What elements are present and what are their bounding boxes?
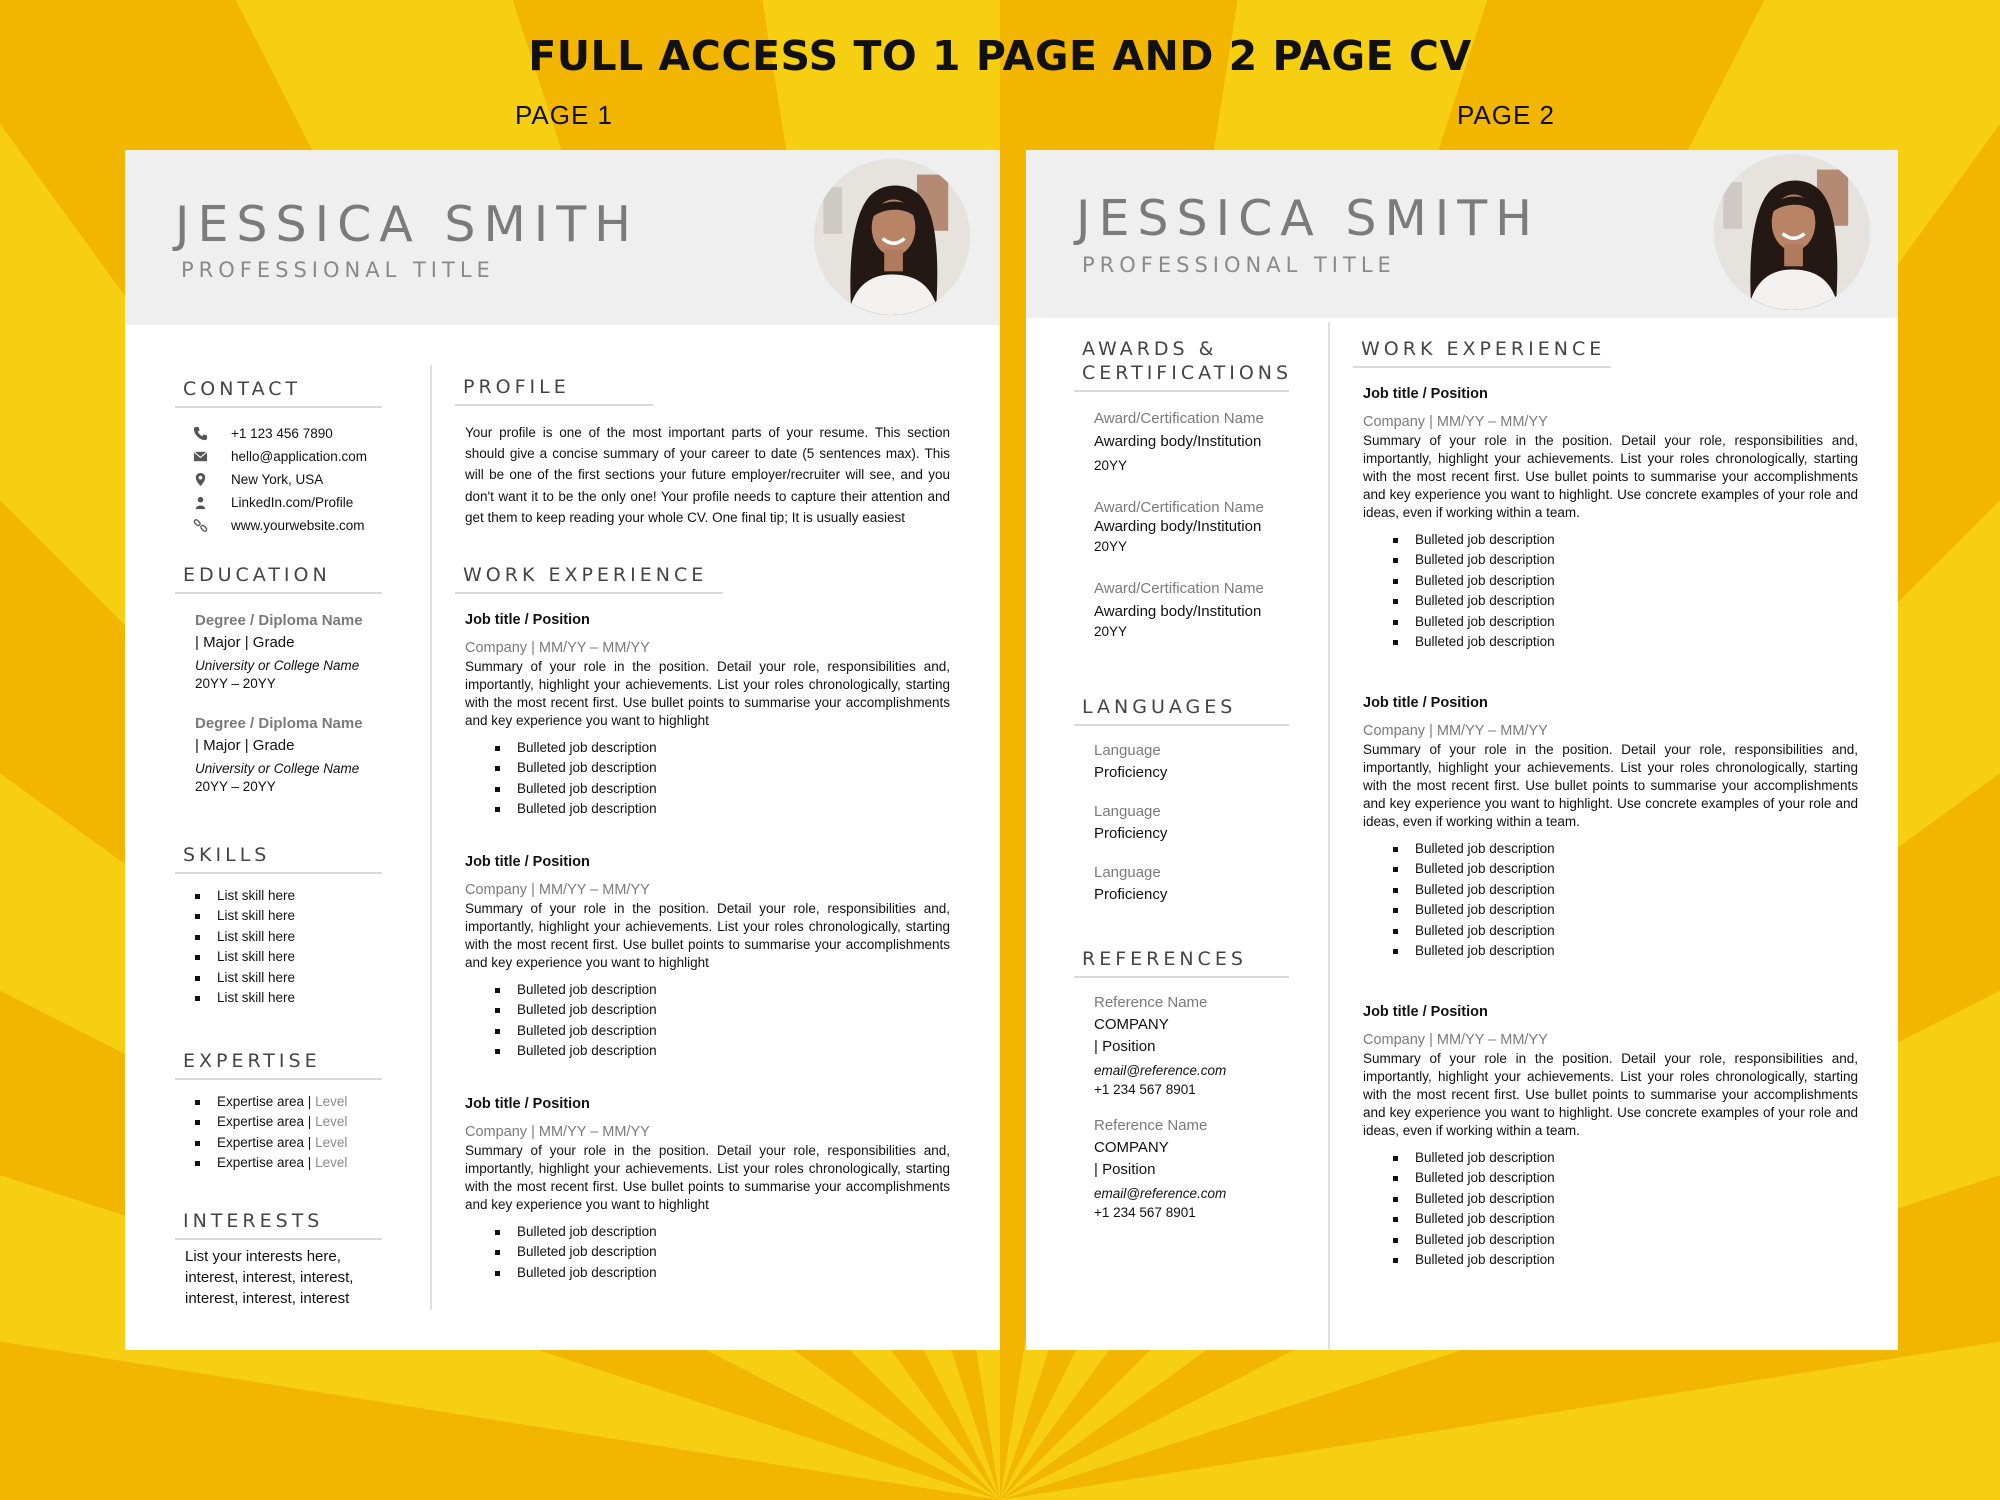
language-entry (1094, 864, 1289, 903)
job-bullet: Bulleted job description (491, 799, 950, 820)
languages-heading: LANGUAGES (1074, 696, 1289, 726)
profile-section (455, 376, 950, 536)
job-bullets (465, 980, 950, 1062)
job-bullet: Bulleted job description (1389, 1168, 1858, 1189)
expertise-item: Expertise area | Level (191, 1112, 382, 1133)
profile-text: Your profile is one of the most important parts of your resume. This section should give a concise summary of your career to date (5 sentences max). This will be one of the first sections your future employer/recruiter will see, and you don't want it to be the only one! Your profile needs to capture their attention and get them to keep reading your whole CV. One final tip; It is usually easiest (465, 424, 950, 525)
contact-text: +1 123 456 7890 (231, 425, 333, 441)
job-bullet: Bulleted job description (1389, 550, 1858, 571)
education-years: 20YY – 20YY (195, 675, 276, 691)
education-entry (195, 715, 382, 794)
award-year: 20YY (1094, 457, 1128, 473)
contact-section (175, 378, 382, 537)
major-grade: | Major | Grade (195, 633, 295, 651)
job-bullets (1363, 530, 1858, 653)
awarding-body: Awarding body/Institution (1094, 517, 1262, 535)
reference-position: | Position (1094, 1037, 1156, 1055)
column-divider (430, 365, 432, 1310)
resume-name: JESSICA SMITH (175, 196, 639, 253)
language-entry (1094, 742, 1289, 781)
job-summary: Summary of your role in the position. Detail your role, responsibilities and, importantly, highlight your achievements. List your roles chronologically, starting with the most recent first. Use bullet points to summarise your accomplishments and key experience you want to highlight. Use concrete examples of your role and ideas, even if working within a team. (1363, 741, 1858, 829)
job-bullet: Bulleted job description (491, 779, 950, 800)
education-years: 20YY – 20YY (195, 778, 276, 794)
language-name: Language (1094, 802, 1161, 820)
profile-heading: PROFILE (455, 376, 653, 406)
resume-page-2 (1026, 150, 1898, 1350)
language-proficiency: Proficiency (1094, 763, 1168, 781)
languages-section (1074, 696, 1289, 903)
reference-phone: +1 234 567 8901 (1094, 1204, 1196, 1220)
page2-label: PAGE 2 (1457, 100, 1556, 130)
job-entry (1363, 386, 1858, 653)
job-bullet: Bulleted job description (491, 1263, 950, 1284)
profile-photo (1714, 154, 1870, 310)
job-title: Job title / Position (465, 611, 590, 628)
awards-heading: AWARDS & CERTIFICATIONS (1074, 338, 1289, 392)
work-experience-heading: WORK EXPERIENCE (455, 564, 723, 594)
job-meta: Company | MM/YY – MM/YY (1363, 1031, 1548, 1048)
expertise-item: Expertise area | Level (191, 1092, 382, 1113)
job-bullet: Bulleted job description (1389, 571, 1858, 592)
job-meta: Company | MM/YY – MM/YY (465, 639, 650, 656)
job-title: Job title / Position (1363, 385, 1488, 402)
job-bullet: Bulleted job description (491, 980, 950, 1001)
job-entry (465, 612, 950, 820)
work-experience-heading: WORK EXPERIENCE (1353, 338, 1611, 368)
job-summary: Summary of your role in the position. Detail your role, responsibilities and, importantly, highlight your achievements. List your roles chronologically, starting with the most recent first. Use bullet points to summarise your accomplishments and key experience you want to highlight (465, 900, 950, 970)
language-name: Language (1094, 863, 1161, 881)
skills-heading: SKILLS (175, 844, 382, 874)
award-year: 20YY (1094, 623, 1128, 639)
major-grade: | Major | Grade (195, 736, 295, 754)
job-bullet: Bulleted job description (1389, 612, 1858, 633)
profile-photo (814, 159, 970, 315)
job-meta: Company | MM/YY – MM/YY (465, 1123, 650, 1140)
work-experience-section (455, 564, 950, 1317)
contact-text: hello@application.com (231, 448, 368, 464)
expertise-section (175, 1050, 382, 1174)
job-bullet: Bulleted job description (1389, 921, 1858, 942)
contact-heading: CONTACT (175, 378, 382, 408)
reference-position: | Position (1094, 1160, 1156, 1178)
job-bullet: Bulleted job description (1389, 1209, 1858, 1230)
page1-label: PAGE 1 (515, 100, 614, 130)
person-icon (189, 494, 211, 510)
envelope-icon (189, 448, 211, 464)
job-bullet: Bulleted job description (1389, 839, 1858, 860)
job-title: Job title / Position (1363, 694, 1488, 711)
job-bullet: Bulleted job description (1389, 591, 1858, 612)
expertise-heading: EXPERTISE (175, 1050, 382, 1080)
job-bullet: Bulleted job description (491, 738, 950, 759)
contact-website (175, 514, 382, 537)
degree-name: Degree / Diploma Name (195, 714, 363, 732)
job-bullet: Bulleted job description (1389, 1250, 1858, 1271)
job-bullet: Bulleted job description (491, 1000, 950, 1021)
skill-item: List skill here (191, 906, 382, 927)
job-bullet: Bulleted job description (1389, 941, 1858, 962)
reference-entry (1094, 994, 1289, 1097)
award-name: Award/Certification Name (1094, 579, 1264, 597)
contact-text: New York, USA (231, 471, 324, 487)
banner-headline: FULL ACCESS TO 1 PAGE AND 2 PAGE CV (528, 32, 1472, 80)
job-bullet: Bulleted job description (1389, 859, 1858, 880)
award-entry (1094, 580, 1289, 639)
school-name: University or College Name (195, 760, 360, 776)
language-proficiency: Proficiency (1094, 885, 1168, 903)
awards-section (1074, 338, 1293, 639)
expertise-item: Expertise area | Level (191, 1153, 382, 1174)
job-meta: Company | MM/YY – MM/YY (1363, 413, 1548, 430)
job-bullet: Bulleted job description (1389, 1230, 1858, 1251)
award-entry (1094, 410, 1289, 473)
portrait-image (814, 159, 970, 315)
job-meta: Company | MM/YY – MM/YY (465, 881, 650, 898)
phone-icon (189, 425, 211, 441)
job-bullet: Bulleted job description (1389, 880, 1858, 901)
location-pin-icon (189, 471, 211, 487)
award-name: Award/Certification Name (1094, 409, 1264, 427)
job-summary: Summary of your role in the position. Detail your role, responsibilities and, importantly, highlight your achievements. List your roles chronologically, starting with the most recent first. Use bullet points to summarise your accomplishments and key experience you want to highlight. Use concrete examples of your role and ideas, even if working within a team. (1363, 1050, 1858, 1138)
job-bullets (465, 738, 950, 820)
degree-name: Degree / Diploma Name (195, 611, 363, 629)
education-entry (195, 612, 382, 691)
interests-heading: INTERESTS (175, 1210, 382, 1240)
resume-name: JESSICA SMITH (1076, 190, 1540, 247)
job-meta: Company | MM/YY – MM/YY (1363, 722, 1548, 739)
job-bullet: Bulleted job description (1389, 530, 1858, 551)
awarding-body: Awarding body/Institution (1094, 602, 1262, 620)
reference-name: Reference Name (1094, 993, 1208, 1011)
contact-linkedin (175, 491, 382, 514)
contact-text: LinkedIn.com/Profile (231, 494, 354, 510)
language-proficiency: Proficiency (1094, 824, 1168, 842)
professional-title: PROFESSIONAL TITLE (1082, 253, 1396, 277)
professional-title: PROFESSIONAL TITLE (181, 258, 495, 282)
reference-email: email@reference.com (1094, 1185, 1227, 1201)
contact-text: www.yourwebsite.com (231, 517, 365, 533)
job-bullet: Bulleted job description (491, 1021, 950, 1042)
job-bullet: Bulleted job description (1389, 1189, 1858, 1210)
resume-header (125, 150, 1000, 325)
reference-name: Reference Name (1094, 1116, 1208, 1134)
reference-phone: +1 234 567 8901 (1094, 1081, 1196, 1097)
job-summary: Summary of your role in the position. Detail your role, responsibilities and, importantly, highlight your achievements. List your roles chronologically, starting with the most recent first. Use bullet points to summarise your accomplishments and key experience you want to highlight (465, 658, 950, 728)
resume-header (1026, 150, 1898, 318)
job-title: Job title / Position (465, 1095, 590, 1112)
interests-text: List your interests here, interest, interest, interest, interest, interest, interest (185, 1247, 354, 1307)
skill-item: List skill here (191, 886, 382, 907)
expertise-list (175, 1092, 382, 1174)
job-bullet: Bulleted job description (491, 1041, 950, 1062)
award-name: Award/Certification Name (1094, 498, 1264, 516)
job-bullets (1363, 839, 1858, 962)
job-entry (465, 854, 950, 1062)
contact-location (175, 468, 382, 491)
job-summary: Summary of your role in the position. Detail your role, responsibilities and, importantly, highlight your achievements. List your roles chronologically, starting with the most recent first. Use bullet points to summarise your accomplishments and key experience you want to highlight. Use concrete examples of your role and ideas, even if working within a team. (1363, 432, 1858, 520)
education-section (175, 564, 382, 794)
awarding-body: Awarding body/Institution (1094, 432, 1262, 450)
job-title: Job title / Position (1363, 1003, 1488, 1020)
skill-item: List skill here (191, 968, 382, 989)
skill-item: List skill here (191, 988, 382, 1009)
reference-company: COMPANY (1094, 1138, 1169, 1156)
skills-section (175, 844, 382, 1009)
language-entry (1094, 803, 1289, 842)
job-entry (1363, 695, 1858, 962)
portrait-image (1714, 154, 1870, 310)
column-divider (1328, 322, 1330, 1350)
skill-item: List skill here (191, 947, 382, 968)
job-bullets (465, 1222, 950, 1284)
reference-entry (1094, 1117, 1289, 1220)
skill-item: List skill here (191, 927, 382, 948)
job-bullet: Bulleted job description (1389, 1148, 1858, 1169)
job-bullet: Bulleted job description (491, 1222, 950, 1243)
reference-email: email@reference.com (1094, 1062, 1227, 1078)
work-experience-section (1353, 338, 1858, 1305)
job-title: Job title / Position (465, 853, 590, 870)
education-heading: EDUCATION (175, 564, 382, 594)
references-heading: REFERENCES (1074, 948, 1289, 978)
contact-email (175, 445, 382, 468)
language-name: Language (1094, 741, 1161, 759)
references-section (1074, 948, 1289, 1220)
school-name: University or College Name (195, 657, 360, 673)
job-entry (1363, 1004, 1858, 1271)
job-bullet: Bulleted job description (491, 1242, 950, 1263)
award-entry (1094, 499, 1289, 554)
skills-list (175, 886, 382, 1009)
contact-phone (175, 422, 382, 445)
reference-company: COMPANY (1094, 1015, 1169, 1033)
interests-section (175, 1210, 382, 1309)
award-year: 20YY (1094, 538, 1128, 554)
expertise-item: Expertise area | Level (191, 1133, 382, 1154)
job-bullets (1363, 1148, 1858, 1271)
job-bullet: Bulleted job description (491, 758, 950, 779)
job-entry (465, 1096, 950, 1284)
link-icon (189, 517, 211, 533)
job-bullet: Bulleted job description (1389, 900, 1858, 921)
job-summary: Summary of your role in the position. Detail your role, responsibilities and, importantly, highlight your achievements. List your roles chronologically, starting with the most recent first. Use bullet points to summarise your accomplishments and key experience you want to highlight (465, 1142, 950, 1212)
resume-page-1 (125, 150, 1000, 1350)
job-bullet: Bulleted job description (1389, 632, 1858, 653)
